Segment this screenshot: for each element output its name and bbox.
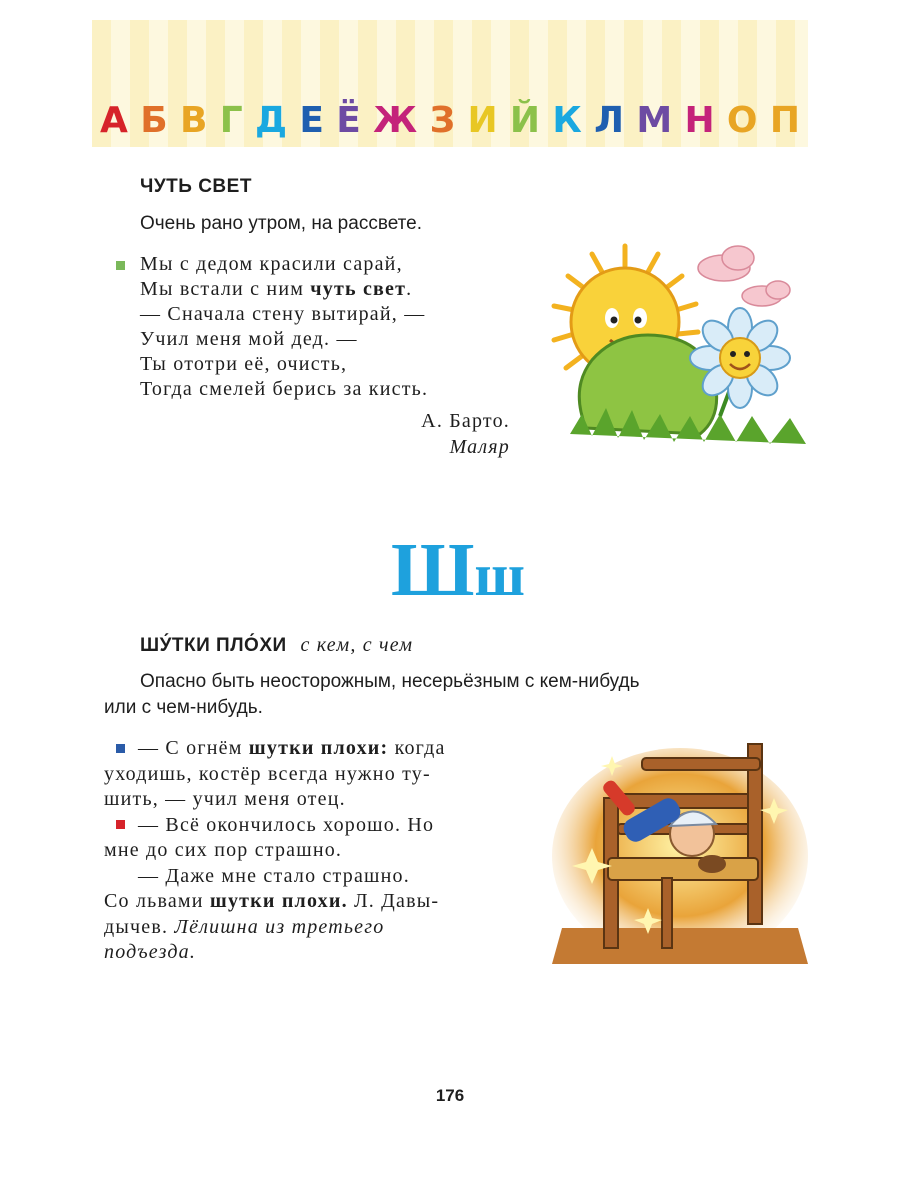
sun-flower-illustration <box>540 238 812 454</box>
alphabet-strip <box>92 96 808 146</box>
alphabet-letter: М <box>636 100 673 141</box>
poem-line: Мы встали с ним чуть свет. <box>140 278 413 300</box>
idiom-heading-2: ШУ́ТКИ ПЛО́ХИ с кем, с чем <box>140 634 414 656</box>
alphabet-letter: О <box>726 100 758 141</box>
alphabet-letter: З <box>429 100 456 141</box>
page-number: 176 <box>435 1086 465 1105</box>
green-bullet-icon <box>116 261 125 270</box>
example-line: — С огнём шутки плохи: когда <box>138 737 446 759</box>
example-line: — Даже мне стало страшно. <box>138 864 410 887</box>
idiom-heading-1: ЧУТЬ СВЕТ <box>140 176 252 197</box>
falling-boy-chair-illustration <box>552 738 808 964</box>
alphabet-letter: П <box>769 100 800 141</box>
cloud-icon <box>698 246 790 306</box>
alphabet-letter: В <box>179 100 208 141</box>
poem-line: Ты ототри её, очисть, <box>140 353 348 375</box>
letter-heading <box>388 530 528 631</box>
wooden-floor <box>552 928 808 964</box>
poem-title: Маляр <box>449 436 510 458</box>
poem-line: — Сначала стену вытирай, — <box>140 303 426 325</box>
alphabet-letter: Н <box>684 100 715 141</box>
uppercase-letter: Ш <box>390 528 475 612</box>
example-line: Со львами шутки плохи. Л. Давы- <box>104 890 440 912</box>
example-line: подъезда. <box>104 941 197 963</box>
alphabet-letter: К <box>552 100 582 141</box>
idiom-meaning-1: Очень рано утром, на рассвете. <box>140 213 422 234</box>
alphabet-letter: Й <box>509 100 541 141</box>
lowercase-letter: ш <box>474 542 526 608</box>
alphabet-letter: Ж <box>373 100 418 141</box>
example-line: — Всё окончилось хорошо. Но <box>138 813 435 836</box>
alphabet-letter: Б <box>140 100 168 141</box>
example-line: шить, — учил меня отец. <box>104 788 346 810</box>
idiom-grammar-note: с кем, с чем <box>300 634 414 656</box>
example-line: дычев. Лёлишна из третьего <box>104 915 385 938</box>
poem-line: Учил меня мой дед. — <box>140 328 358 350</box>
alphabet-letter: Л <box>594 100 625 141</box>
example-line: уходишь, костёр всегда нужно ту- <box>104 762 431 785</box>
poem-line: Мы с дедом красили сарай, <box>140 253 403 275</box>
idiom-meaning-2: Опасно быть неосторожным, несерьёзным с кем-нибудь <box>140 671 640 692</box>
alphabet-letter: Е <box>299 100 324 141</box>
poem-line: Тогда смелей берись за кисть. <box>140 378 429 400</box>
author-name: А. Барто. <box>421 410 510 432</box>
alphabet-letter: А <box>100 100 128 141</box>
example-line: мне до сих пор страшно. <box>104 839 343 861</box>
poem-quote <box>140 252 428 402</box>
idiom-meaning-2-cont: или с чем-нибудь. <box>104 697 263 718</box>
alphabet-letter: Д <box>254 100 288 141</box>
poem-attribution <box>421 408 510 460</box>
alphabet-letter: И <box>467 100 498 141</box>
alphabet-letter: Ё <box>336 100 361 141</box>
example-text <box>104 736 524 966</box>
alphabet-letter: Г <box>219 100 243 141</box>
